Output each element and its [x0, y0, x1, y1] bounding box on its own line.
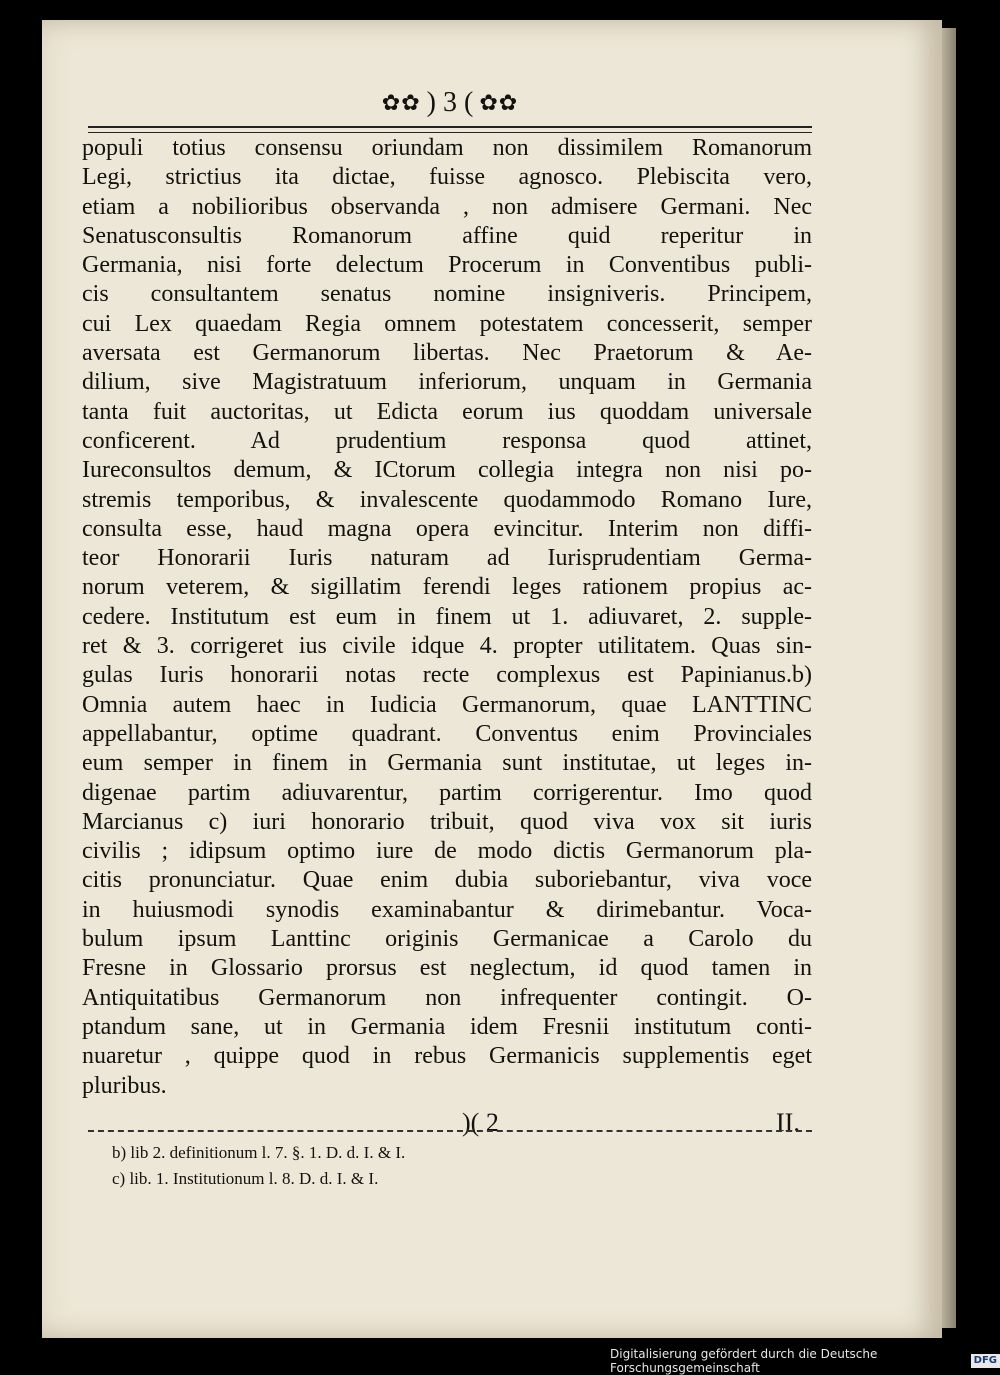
- text-line: dilium, sive Magistratuum inferiorum, unquam in Germania: [82, 369, 812, 396]
- ornament-right: ✿✿: [479, 90, 519, 115]
- text-line: consulta esse, haud magna opera evincitur. Interim non diffi-: [82, 515, 812, 542]
- text-line: eum semper in finem in Germania sunt institutae, ut leges in-: [82, 750, 812, 777]
- text-line: stremis temporibus, & invalescente quodammodo Romano Iure,: [82, 486, 812, 513]
- text-line: gulas Iuris honorarii notas recte complexus est Papinianus.b): [82, 662, 812, 689]
- text-line: Iureconsultos demum, & ICtorum collegia integra non nisi po-: [82, 457, 812, 484]
- text-line: civilis ; idipsum optimo iure de modo dictis Germanorum pla-: [82, 838, 812, 865]
- text-line: conficerent. Ad prudentium responsa quod attinet,: [82, 427, 812, 454]
- text-line: teor Honorarii Iuris naturam ad Iurisprudentiam Germa-: [82, 545, 812, 572]
- text-line: populi totius consensu oriundam non dissimilem Romanorum: [82, 135, 812, 161]
- text-line: Marcianus c) iuri honorario tribuit, quod viva vox sit iuris: [82, 808, 812, 835]
- text-line: Fresne in Glossario prorsus est neglectum, id quod tamen in: [82, 955, 812, 982]
- footnote-rule: [88, 1130, 812, 1135]
- footnotes: [112, 1140, 712, 1192]
- text-line: Omnia autem haec in Iudicia Germanorum, quae LANTTINC: [82, 691, 812, 718]
- running-header: [330, 88, 570, 118]
- text-line: citis pronunciatur. Quae enim dubia suboriebantur, viva voce: [82, 867, 812, 894]
- header-rule: [88, 126, 812, 133]
- signature-mark: )( 2: [462, 1108, 499, 1137]
- body-text: [82, 134, 812, 1101]
- text-line: Antiquitatibus Germanorum non infrequenter contingit. O-: [82, 984, 812, 1011]
- catchword: II.: [776, 1108, 800, 1137]
- text-line: Senatusconsultis Romanorum affine quid reperitur in: [82, 222, 812, 249]
- text-line: aversata est Germanorum libertas. Nec Praetorum & Ae-: [82, 340, 812, 367]
- digitization-credit: [610, 1347, 1000, 1375]
- footnote-c: c) lib. 1. Institutionum l. 8. D. d. I. & I.: [112, 1169, 379, 1188]
- text-line: digenae partim adiuvarentur, partim corrigerentur. Imo quod: [82, 779, 812, 806]
- text-line: ret & 3. corrigeret ius civile idque 4. propter utilitatem. Quas sin-: [82, 633, 812, 660]
- text-line: Legi, strictius ita dictae, fuisse agnosco. Plebiscita vero,: [82, 164, 812, 191]
- page-edge: [942, 28, 956, 1328]
- text-line: norum veterem, & sigillatim ferendi leges rationem propius ac-: [82, 574, 812, 601]
- text-line: cedere. Institutum est eum in finem ut 1. adiuvaret, 2. supple-: [82, 603, 812, 630]
- text-line: pluribus.: [82, 1072, 167, 1099]
- text-line: nuaretur , quippe quod in rebus Germanicis supplementis eget: [82, 1043, 812, 1070]
- ornament-left: ✿✿: [381, 90, 421, 115]
- credit-text: Digitalisierung gefördert durch die Deutsche Forschungsgemeinschaft: [610, 1347, 878, 1375]
- footnote-b: b) lib 2. definitionum l. 7. §. 1. D. d. I. & I.: [112, 1143, 406, 1162]
- text-line: tanta fuit auctoritas, ut Edicta eorum ius quoddam universale: [82, 398, 812, 425]
- page-number: ) 3 (: [426, 87, 474, 118]
- text-line: ptandum sane, ut in Germania idem Fresnii institutum conti-: [82, 1013, 812, 1040]
- text-line: cis consultantem senatus nomine insigniveris. Principem,: [82, 281, 812, 308]
- text-line: appellabantur, optime quadrant. Conventus enim Provinciales: [82, 720, 812, 747]
- text-line: etiam a nobilioribus observanda , non admisere Germani. Nec: [82, 193, 812, 220]
- dfg-logo: DFG: [971, 1354, 1000, 1368]
- text-line: in huiusmodi synodis examinabantur & dirimebantur. Voca-: [82, 896, 812, 923]
- text-line: Germania, nisi forte delectum Procerum in Conventibus publi-: [82, 252, 812, 279]
- text-line: cui Lex quaedam Regia omnem potestatem concesserit, semper: [82, 310, 812, 337]
- text-line: bulum ipsum Lanttinc originis Germanicae a Carolo du: [82, 926, 812, 953]
